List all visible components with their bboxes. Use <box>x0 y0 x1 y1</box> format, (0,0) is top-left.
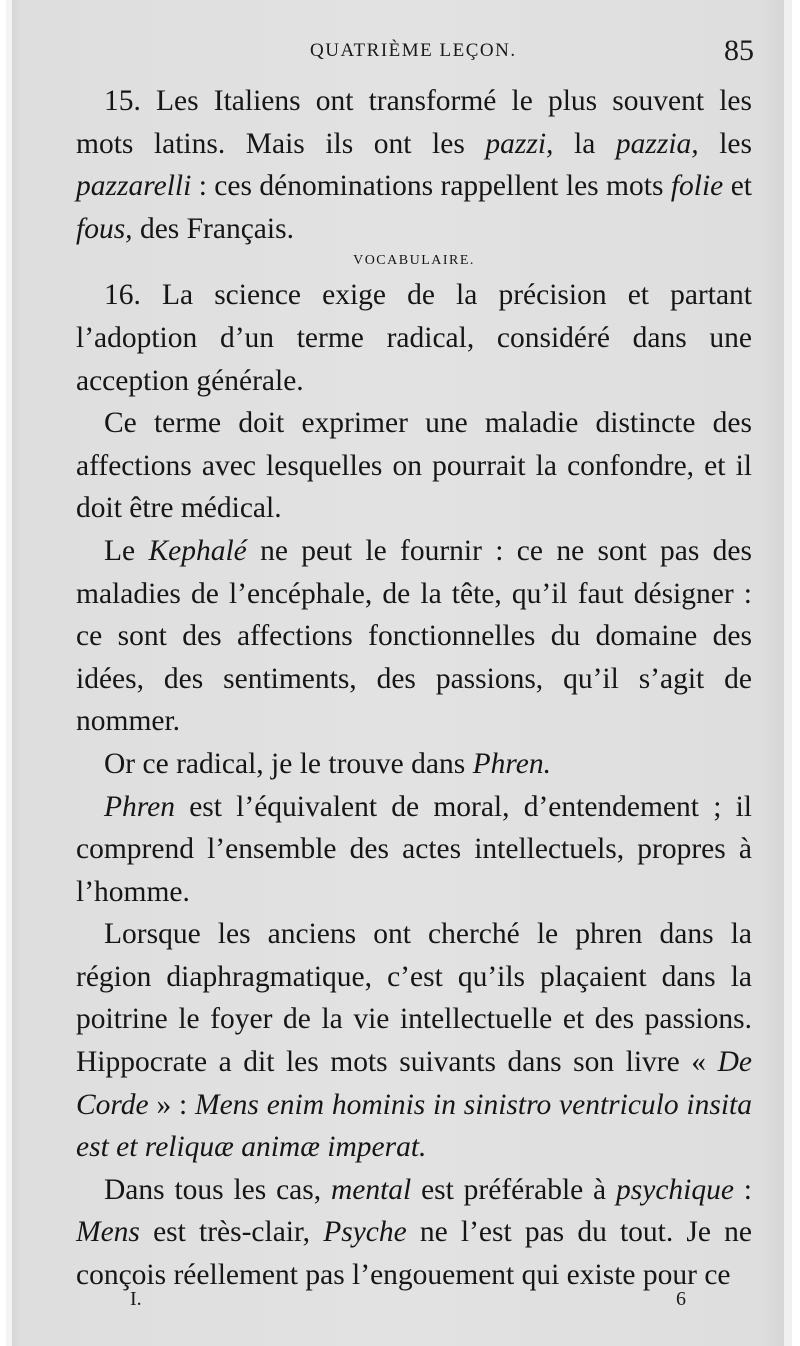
italic-term: Phren <box>104 790 175 823</box>
text-run: la <box>553 127 616 160</box>
page-edge-right <box>784 0 792 1346</box>
italic-term: Psyche <box>323 1216 407 1249</box>
text-run: Le <box>104 534 149 567</box>
paragraph-radical <box>76 743 752 786</box>
italic-term: fous, <box>76 212 133 245</box>
running-title: QUATRIÈME LEÇON. <box>310 40 517 61</box>
italic-term: pazzi, <box>485 127 554 160</box>
text-run: : <box>733 1173 752 1206</box>
page-footer <box>0 1288 800 1318</box>
paragraph-number: 16. <box>104 279 141 312</box>
paragraph-anciens <box>76 913 752 1169</box>
text-run: ne peut le fournir : ce ne sont pas des maladies de l’encéphale, de la tête, qu’il faut désigner : ce sont des affections fonctionnelles du domaine des idées, des sentiments, des passions, qu’il s’agit de nommer. <box>76 534 752 738</box>
text-run: et <box>723 170 752 203</box>
italic-term: Mens <box>76 1216 140 1249</box>
paragraph-mental <box>76 1169 752 1297</box>
italic-term: Kephalé <box>148 534 247 567</box>
signature-mark: I. <box>130 1288 142 1310</box>
text-block <box>76 80 752 1297</box>
italic-term: mental <box>330 1173 412 1206</box>
italic-term: pazzarelli <box>76 170 192 203</box>
text-run: Les Italiens ont transformé le plus souvent les mots latins. Mais ils ont les <box>76 85 752 160</box>
paragraph-phren <box>76 786 752 914</box>
paragraph-16 <box>76 274 752 402</box>
text-run: La science exige de la précision et partant l’adoption d’un terme radical, considéré dans une acception générale. <box>76 279 752 397</box>
text-run: Lorsque les anciens ont cherché le phren dans la région diaphragmatique, c’est qu’ils plaçaient dans la poitrine le foyer de la vie intellectuelle et des passions. Hippocrate a dit les mots suivants dans son livre « <box>76 918 752 1079</box>
text-run: des Français. <box>132 212 294 245</box>
running-head <box>0 34 800 68</box>
paragraph-kephale <box>76 530 752 743</box>
text-run: : ces dénominations rappellent les mots <box>191 170 671 203</box>
page-edge-left <box>6 0 12 1346</box>
page-number: 85 <box>724 34 754 67</box>
section-heading: VOCABULAIRE. <box>353 253 475 269</box>
paragraph-number: 15. <box>104 85 141 117</box>
italic-term: Phren. <box>472 747 551 780</box>
text-run: Dans tous les cas, <box>104 1173 331 1206</box>
italic-term: pazzia, <box>615 127 699 160</box>
paragraph-terme: Ce terme doit exprimer une maladie distincte des affections avec lesquelles on pourrait la confondre, et il doit être médical. <box>76 407 752 525</box>
text-run: est l’équivalent de moral, d’entendement ; il comprend l’ensemble des actes intellectuels, propres à l’homme. <box>76 790 752 908</box>
italic-term: psychique <box>616 1173 734 1206</box>
italic-term: De Corde <box>76 1046 752 1121</box>
text-run: est très-clair, <box>139 1216 324 1249</box>
text-run: ne l’est pas du tout. Je ne conçois réellement pas l’engouement qui existe pour ce <box>76 1216 752 1292</box>
text-run: Or ce radical, je le trouve dans <box>104 747 473 780</box>
text-run: est préférable à <box>411 1173 616 1206</box>
italic-term: folie <box>670 170 724 203</box>
text-run: » : <box>148 1088 195 1121</box>
paragraph-15 <box>76 80 752 250</box>
signature-number: 6 <box>676 1288 686 1310</box>
text-run: les <box>698 127 752 160</box>
latin-quotation: Mens enim hominis in sinistro ventriculo insita est et reliquæ animæ imperat. <box>76 1088 752 1164</box>
